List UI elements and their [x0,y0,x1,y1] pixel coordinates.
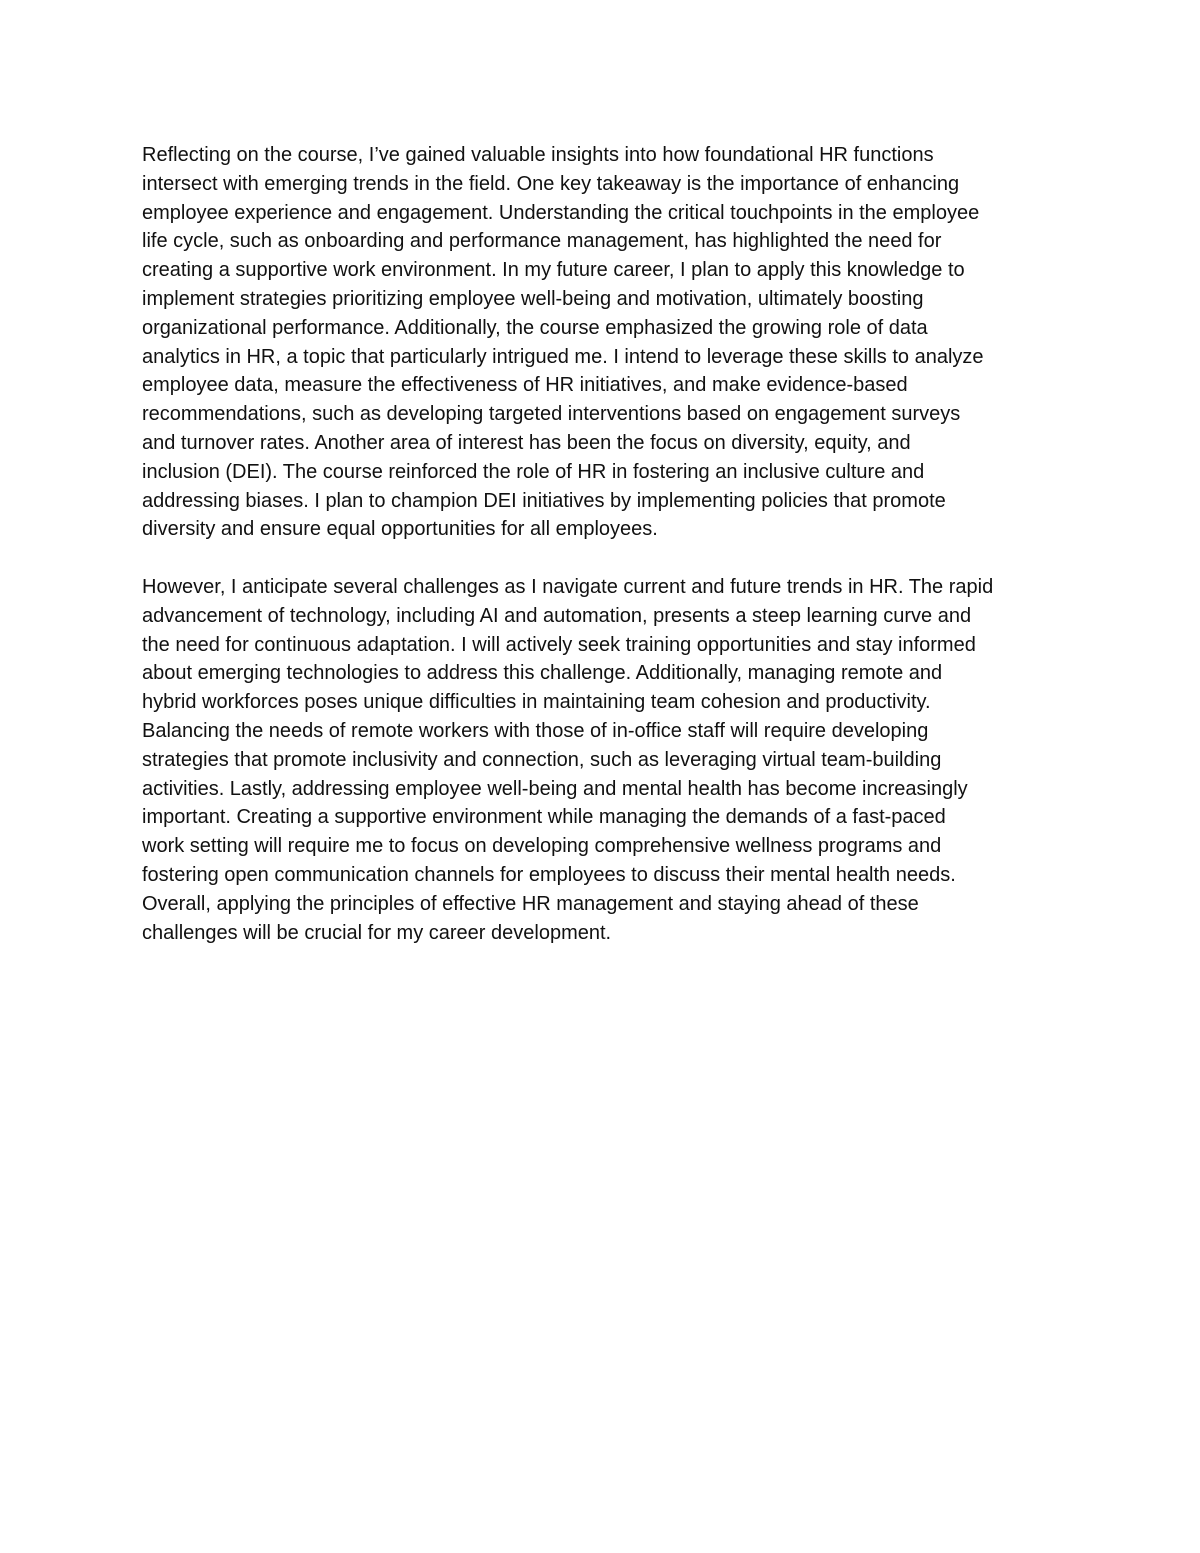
paragraph-challenges [142,573,1072,947]
paragraph-line: organizational performance. Additionally, the course emphasized the growing role of data [142,316,928,339]
paragraph-line: recommendations, such as developing targeted interventions based on engagement surveys [142,403,961,426]
paragraph-line: intersect with emerging trends in the field. One key takeaway is the importance of enhancing [142,172,960,195]
paragraph-line: Reflecting on the course, I’ve gained valuable insights into how foundational HR functions [142,144,934,166]
paragraph-line: inclusion (DEI). The course reinforced the role of HR in fostering an inclusive culture and [142,460,925,483]
paragraph-line: work setting will require me to focus on developing comprehensive wellness programs and [142,835,942,858]
paragraph-line: strategies that promote inclusivity and connection, such as leveraging virtual team-building [142,748,942,771]
paragraph-line: diversity and ensure equal opportunities for all employees. [142,518,658,541]
paragraph-line: about emerging technologies to address this challenge. Additionally, managing remote and [142,662,943,685]
document-body [142,141,1072,947]
paragraph-line: Balancing the needs of remote workers with those of in-office staff will require developing [142,719,929,742]
paragraph-line: analytics in HR, a topic that particularly intrigued me. I intend to leverage these skills to analyze [142,345,984,368]
paragraph-line: challenges will be crucial for my career development. [142,921,612,944]
paragraph-line: activities. Lastly, addressing employee well-being and mental health has become increasingly [142,777,968,800]
paragraph-line: hybrid workforces poses unique difficulties in maintaining team cohesion and productivity. [142,691,931,714]
paragraph-line: addressing biases. I plan to champion DEI initiatives by implementing policies that promote [142,489,946,512]
paragraph-line: life cycle, such as onboarding and performance management, has highlighted the need for [142,230,942,253]
paragraph-line: the need for continuous adaptation. I will actively seek training opportunities and stay informed [142,633,976,656]
paragraph-line: implement strategies prioritizing employee well-being and motivation, ultimately boosting [142,287,924,310]
paragraph-line: employee data, measure the effectiveness of HR initiatives, and make evidence-based [142,374,908,397]
paragraph-line: creating a supportive work environment. In my future career, I plan to apply this knowledge to [142,259,965,282]
paragraph-line: However, I anticipate several challenges as I navigate current and future trends in HR. The rapid [142,575,994,598]
paragraph-line: Overall, applying the principles of effective HR management and staying ahead of these [142,892,919,915]
paragraph-line: important. Creating a supportive environment while managing the demands of a fast-paced [142,806,946,829]
paragraph-line: fostering open communication channels for employees to discuss their mental health needs. [142,863,956,886]
paragraph-line: employee experience and engagement. Understanding the critical touchpoints in the employee [142,201,980,224]
paragraph-line: and turnover rates. Another area of interest has been the focus on diversity, equity, and [142,431,911,454]
paragraph-reflection [142,141,1072,544]
paragraph-line: advancement of technology, including AI and automation, presents a steep learning curve and [142,604,972,627]
